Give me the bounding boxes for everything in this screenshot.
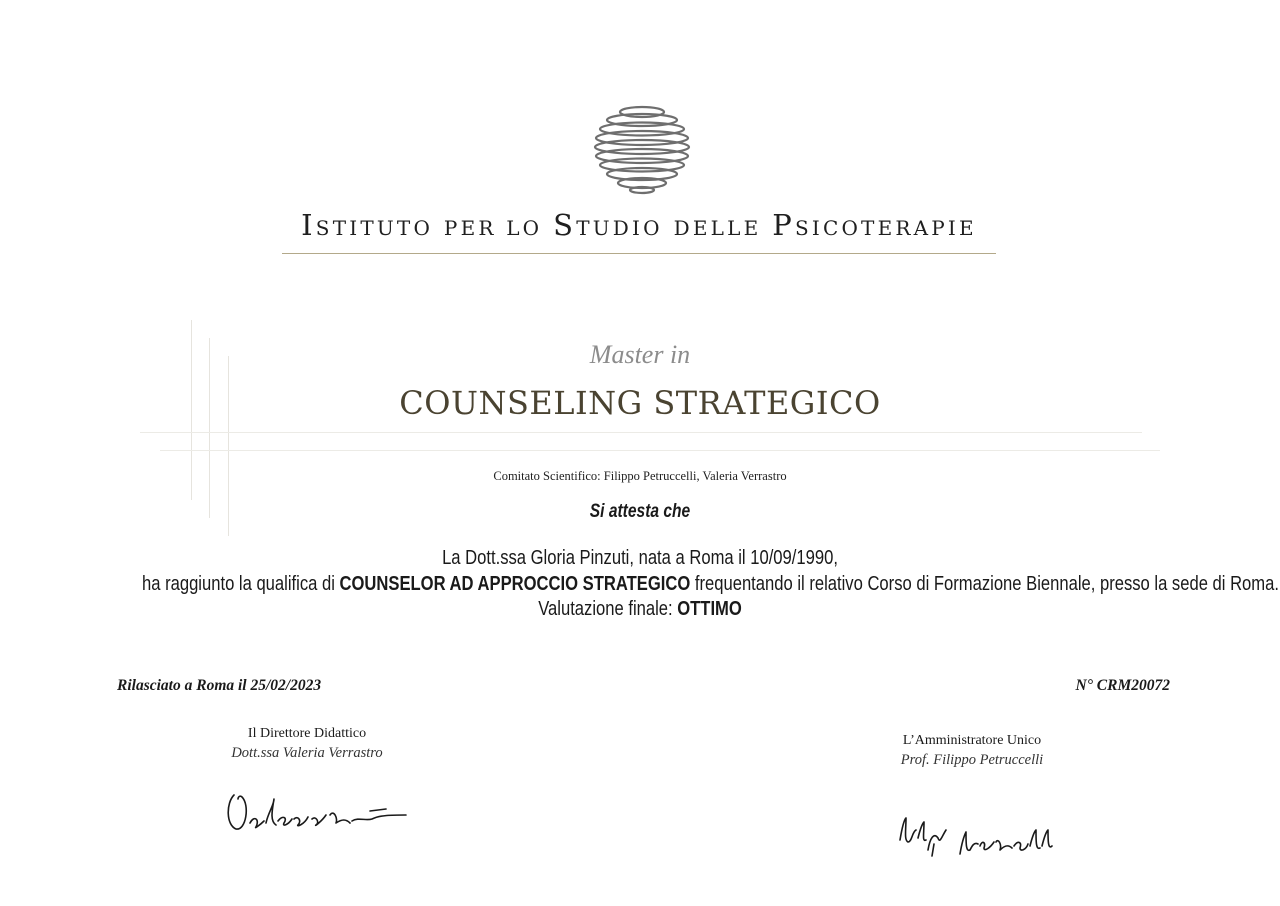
director-signature [220, 785, 415, 840]
issue-place-date: Rilasciato a Roma il 25/02/2023 [117, 677, 322, 694]
decorative-line [140, 432, 1142, 433]
qualification-suffix: frequentando il relativo Corso di Formazione Biennale, presso la sede di Roma. [690, 573, 1279, 595]
director-role: Il Direttore Didattico [247, 726, 367, 741]
administrator-name: Prof. Filippo Petruccelli [900, 752, 1044, 768]
recipient-details: La Dott.ssa Gloria Pinzuti, nata a Roma il 10/09/1990, [442, 547, 838, 569]
administrator-signature [890, 810, 1055, 865]
qualification-prefix: ha raggiunto la qualifica di [142, 573, 340, 595]
attestation-heading: Si attesta che [589, 501, 691, 522]
institute-name: ISTITUTO PER LO STUDIO DELLE PSICOTERAPIE [301, 208, 977, 242]
header-divider [282, 253, 996, 254]
final-grade-value: OTTIMO [677, 598, 742, 620]
attestation-line-2 [142, 573, 1279, 596]
wireframe-sphere-logo-icon [590, 100, 694, 200]
qualification-title: COUNSELOR AD APPROCCIO STRATEGICO [339, 573, 691, 595]
decorative-line [191, 320, 192, 500]
attestation-line-1 [142, 547, 1138, 570]
scientific-committee: Comitato Scientifico: Filippo Petruccelli, Valeria Verrastro [493, 469, 787, 483]
final-grade-label: Valutazione finale: [538, 598, 678, 620]
director-name: Dott.ssa Valeria Verrastro [231, 745, 383, 761]
master-in-label: Master in [589, 340, 691, 369]
decorative-line [209, 338, 210, 518]
certificate-number: N° CRM20072 [1075, 677, 1170, 694]
decorative-line [160, 450, 1160, 451]
course-title: COUNSELING STRATEGICO [399, 384, 881, 422]
administrator-role: L’Amministratore Unico [902, 733, 1042, 748]
attestation-line-3 [142, 598, 1138, 621]
decorative-line [228, 356, 229, 536]
